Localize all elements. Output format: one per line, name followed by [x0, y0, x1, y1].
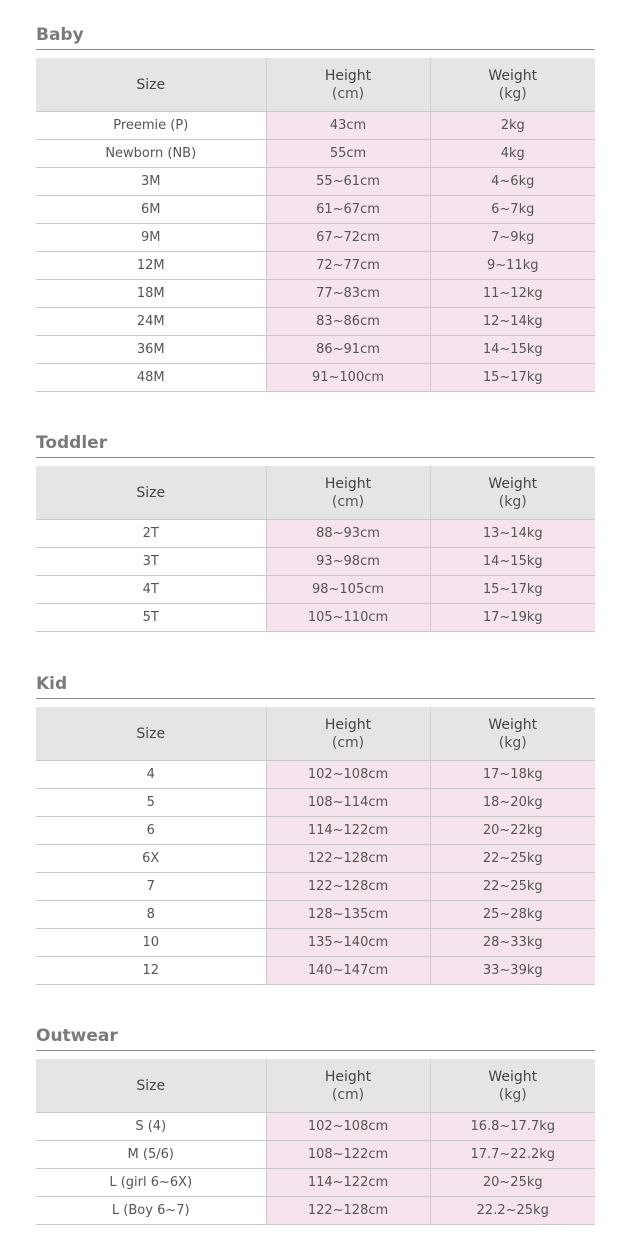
table-row [36, 929, 595, 957]
table-row [36, 1197, 595, 1225]
height-cell: 91~100cm [266, 364, 430, 392]
size-table [36, 466, 595, 632]
weight-cell: 18~20kg [430, 789, 595, 817]
weight-cell: 20~22kg [430, 817, 595, 845]
table-row [36, 789, 595, 817]
section-toddler [36, 430, 595, 632]
size-cell: S (4) [36, 1113, 266, 1141]
height-cell: 140~147cm [266, 957, 430, 985]
height-cell: 102~108cm [266, 761, 430, 789]
size-cell: 6X [36, 845, 266, 873]
section-title: Outwear [36, 1023, 595, 1051]
weight-cell: 4kg [430, 140, 595, 168]
size-cell: 7 [36, 873, 266, 901]
table-row [36, 901, 595, 929]
header-height: Height (cm) [266, 58, 430, 112]
table-row [36, 604, 595, 632]
table-row [36, 761, 595, 789]
weight-cell: 7~9kg [430, 224, 595, 252]
weight-cell: 14~15kg [430, 336, 595, 364]
height-cell: 88~93cm [266, 520, 430, 548]
height-cell: 108~122cm [266, 1141, 430, 1169]
header-size: Size [36, 707, 266, 761]
height-cell: 122~128cm [266, 845, 430, 873]
height-cell: 122~128cm [266, 873, 430, 901]
weight-cell: 15~17kg [430, 364, 595, 392]
header-size: Size [36, 1059, 266, 1113]
height-cell: 102~108cm [266, 1113, 430, 1141]
table-row [36, 1113, 595, 1141]
height-cell: 128~135cm [266, 901, 430, 929]
section-baby [36, 22, 595, 392]
weight-cell: 17~18kg [430, 761, 595, 789]
table-row [36, 520, 595, 548]
header-size: Size [36, 58, 266, 112]
height-cell: 86~91cm [266, 336, 430, 364]
section-title: Kid [36, 671, 595, 699]
header-height: Height (cm) [266, 466, 430, 520]
section-kid [36, 671, 595, 985]
table-row [36, 140, 595, 168]
weight-cell: 4~6kg [430, 168, 595, 196]
weight-cell: 28~33kg [430, 929, 595, 957]
table-row [36, 280, 595, 308]
weight-cell: 22.2~25kg [430, 1197, 595, 1225]
size-cell: 12M [36, 252, 266, 280]
height-cell: 77~83cm [266, 280, 430, 308]
size-table [36, 1059, 595, 1225]
section-title: Toddler [36, 430, 595, 458]
table-row [36, 168, 595, 196]
weight-cell: 13~14kg [430, 520, 595, 548]
header-weight: Weight (kg) [430, 58, 595, 112]
height-cell: 135~140cm [266, 929, 430, 957]
height-cell: 55~61cm [266, 168, 430, 196]
size-cell: 10 [36, 929, 266, 957]
size-chart [36, 22, 595, 1225]
size-cell: L (girl 6~6X) [36, 1169, 266, 1197]
table-header-row [36, 707, 595, 761]
size-cell: 9M [36, 224, 266, 252]
size-table [36, 707, 595, 985]
table-row [36, 308, 595, 336]
height-cell: 114~122cm [266, 817, 430, 845]
table-row [36, 112, 595, 140]
height-cell: 61~67cm [266, 196, 430, 224]
header-height: Height (cm) [266, 707, 430, 761]
size-cell: 5T [36, 604, 266, 632]
height-cell: 83~86cm [266, 308, 430, 336]
height-cell: 108~114cm [266, 789, 430, 817]
size-table [36, 58, 595, 392]
weight-cell: 14~15kg [430, 548, 595, 576]
table-row [36, 1141, 595, 1169]
size-cell: 18M [36, 280, 266, 308]
size-cell: 5 [36, 789, 266, 817]
weight-cell: 17.7~22.2kg [430, 1141, 595, 1169]
size-cell: Preemie (P) [36, 112, 266, 140]
section-outwear [36, 1023, 595, 1225]
table-row [36, 548, 595, 576]
table-header-row [36, 58, 595, 112]
section-title: Baby [36, 22, 595, 50]
table-row [36, 817, 595, 845]
size-cell: 36M [36, 336, 266, 364]
height-cell: 105~110cm [266, 604, 430, 632]
size-cell: 48M [36, 364, 266, 392]
table-row [36, 336, 595, 364]
header-size: Size [36, 466, 266, 520]
table-row [36, 576, 595, 604]
size-cell: 3M [36, 168, 266, 196]
header-weight: Weight (kg) [430, 1059, 595, 1113]
table-row [36, 873, 595, 901]
table-row [36, 252, 595, 280]
size-cell: 2T [36, 520, 266, 548]
size-cell: 6M [36, 196, 266, 224]
weight-cell: 6~7kg [430, 196, 595, 224]
height-cell: 114~122cm [266, 1169, 430, 1197]
weight-cell: 12~14kg [430, 308, 595, 336]
header-weight: Weight (kg) [430, 466, 595, 520]
weight-cell: 17~19kg [430, 604, 595, 632]
table-header-row [36, 466, 595, 520]
size-cell: 8 [36, 901, 266, 929]
weight-cell: 2kg [430, 112, 595, 140]
size-cell: 12 [36, 957, 266, 985]
height-cell: 43cm [266, 112, 430, 140]
size-cell: Newborn (NB) [36, 140, 266, 168]
weight-cell: 22~25kg [430, 845, 595, 873]
table-row [36, 364, 595, 392]
weight-cell: 15~17kg [430, 576, 595, 604]
header-height: Height (cm) [266, 1059, 430, 1113]
weight-cell: 22~25kg [430, 873, 595, 901]
size-cell: 24M [36, 308, 266, 336]
header-weight: Weight (kg) [430, 707, 595, 761]
weight-cell: 20~25kg [430, 1169, 595, 1197]
height-cell: 98~105cm [266, 576, 430, 604]
height-cell: 67~72cm [266, 224, 430, 252]
size-cell: 4T [36, 576, 266, 604]
weight-cell: 33~39kg [430, 957, 595, 985]
weight-cell: 11~12kg [430, 280, 595, 308]
table-row [36, 196, 595, 224]
table-row [36, 1169, 595, 1197]
height-cell: 122~128cm [266, 1197, 430, 1225]
size-cell: M (5/6) [36, 1141, 266, 1169]
height-cell: 72~77cm [266, 252, 430, 280]
height-cell: 55cm [266, 140, 430, 168]
table-row [36, 224, 595, 252]
height-cell: 93~98cm [266, 548, 430, 576]
size-cell: 4 [36, 761, 266, 789]
weight-cell: 16.8~17.7kg [430, 1113, 595, 1141]
size-cell: L (Boy 6~7) [36, 1197, 266, 1225]
table-row [36, 845, 595, 873]
table-header-row [36, 1059, 595, 1113]
size-cell: 3T [36, 548, 266, 576]
weight-cell: 9~11kg [430, 252, 595, 280]
table-row [36, 957, 595, 985]
size-cell: 6 [36, 817, 266, 845]
weight-cell: 25~28kg [430, 901, 595, 929]
